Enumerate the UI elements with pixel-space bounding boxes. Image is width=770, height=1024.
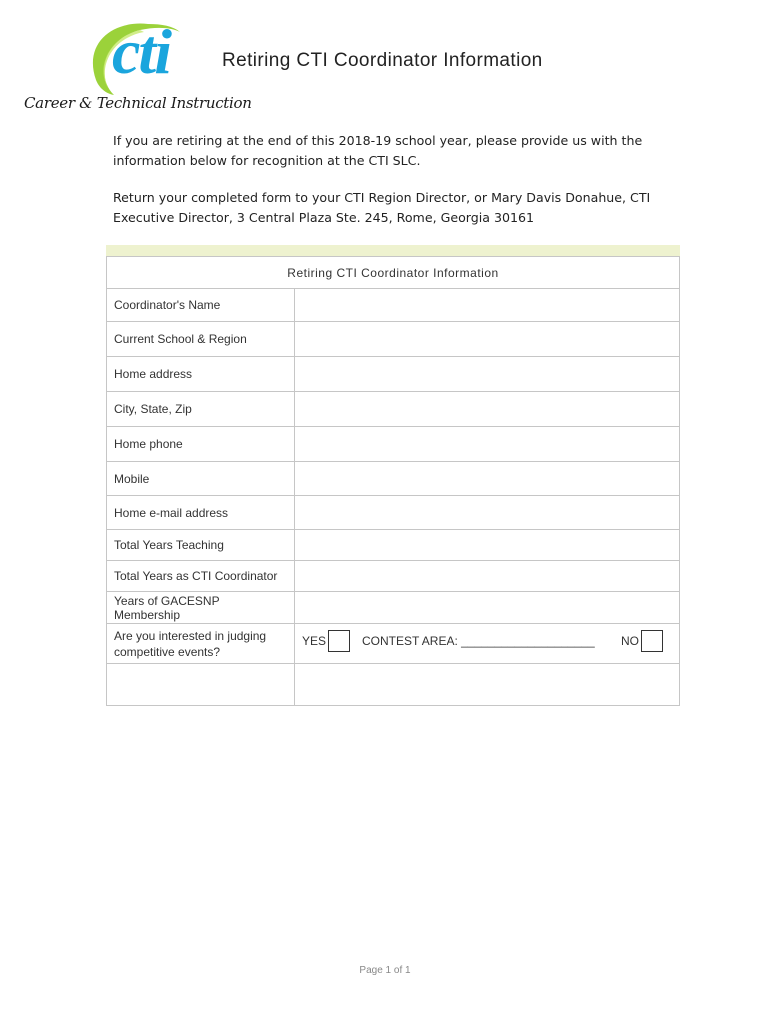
home-address-field[interactable] [295,357,680,392]
field-label: Mobile [107,462,295,496]
field-label: Total Years Teaching [107,530,295,561]
no-checkbox[interactable] [641,630,663,652]
current-school-field[interactable] [295,322,680,357]
gacesnp-years-field[interactable] [295,592,680,624]
blank-value-cell[interactable] [295,664,680,706]
yes-checkbox[interactable] [328,630,350,652]
form-row [107,664,680,706]
judging-question-label: Are you interested in judging competitive events? [107,624,295,664]
contest-area-field[interactable]: CONTEST AREA: ____________________ [362,634,595,648]
form-header-band [106,245,680,256]
blank-label-cell [107,664,295,706]
form-row [107,530,680,561]
intro-paragraph-2: Return your completed form to your CTI Region Director, or Mary Davis Donahue, CTI Executive Director, 3 Central Plaza Ste. 245, Rome, Georgia 30161 [113,190,651,225]
no-label: NO [621,634,639,648]
intro-text [113,131,673,245]
form-row [107,496,680,530]
form-title: Retiring CTI Coordinator Information [107,257,680,289]
form-row [107,392,680,427]
field-label: Current School & Region [107,322,295,357]
field-label: City, State, Zip [107,392,295,427]
total-years-teaching-field[interactable] [295,530,680,561]
coordinator-name-field[interactable] [295,289,680,322]
logo-wordmark: cti [112,16,170,87]
city-state-zip-field[interactable] [295,392,680,427]
years-cti-coordinator-field[interactable] [295,561,680,592]
field-label: Home phone [107,427,295,462]
form-row [107,427,680,462]
page-number: Page 1 of 1 [359,965,411,976]
form-row [107,592,680,624]
form-row [107,357,680,392]
home-phone-field[interactable] [295,427,680,462]
form-row [107,561,680,592]
field-label: Home e-mail address [107,496,295,530]
field-label: Total Years as CTI Coordinator [107,561,295,592]
form-row [107,624,680,664]
logo-tagline: Career & Technical Instruction [24,94,252,112]
yes-label: YES [302,634,327,648]
form-row [107,289,680,322]
intro-paragraph-1: If you are retiring at the end of this 2018-19 school year, please provide us with the information below for recognition at the CTI SLC. [113,133,643,168]
field-label: Coordinator's Name [107,289,295,322]
cti-logo [20,16,252,118]
page-title: Retiring CTI Coordinator Information [222,50,543,71]
form-row [107,462,680,496]
home-email-field[interactable] [295,496,680,530]
mobile-field[interactable] [295,462,680,496]
form-row [107,322,680,357]
judging-options-cell [295,624,680,664]
coordinator-form [106,256,680,706]
field-label: Years of GACESNP Membership [107,592,295,624]
field-label: Home address [107,357,295,392]
